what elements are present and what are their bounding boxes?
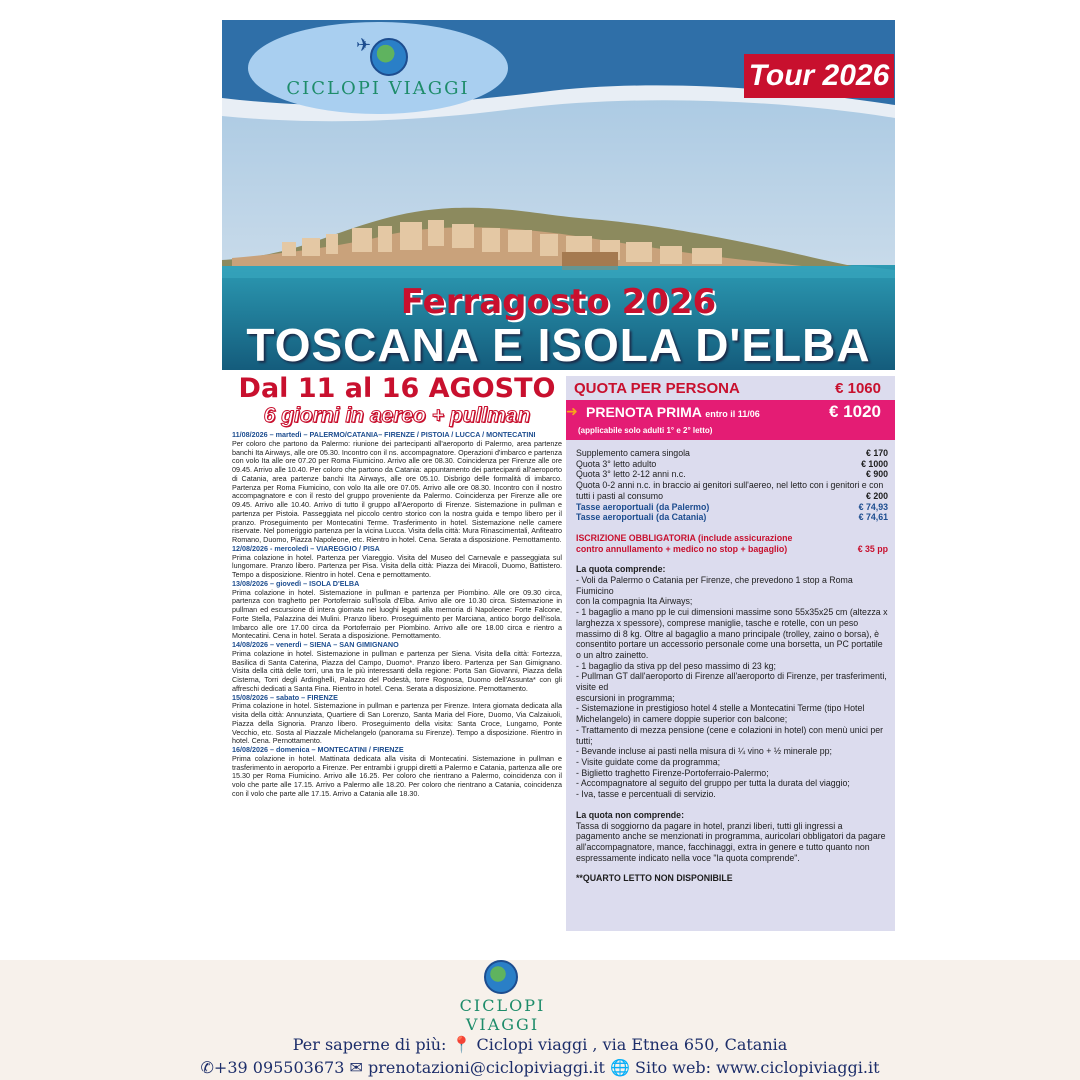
day-heading: 12/08/2026 - mercoledì – VIAREGGIO / PISA <box>232 543 380 553</box>
itinerary-day <box>232 641 562 694</box>
footer-brand-name: CICLOPI VIAGGI <box>459 996 546 1034</box>
includes-item: - Voli da Palermo o Catania per Firenze, che prevedono 1 stop a Roma Fiumicino <box>576 575 853 596</box>
footer-address-line <box>0 1035 1080 1054</box>
includes-item: - Visite guidate come da programma; <box>576 756 721 767</box>
footer-info-prefix: Per saperne di più: <box>292 1035 447 1054</box>
includes-item: - Iva, tasse e percentuali di servizio. <box>576 789 716 800</box>
infant-row: Quota 0-2 anni n.c. in braccio ai genitori sull'aereo, nel letto con i genitori e con tutti i pasti al consumo € 200 <box>576 480 888 501</box>
tour-year-badge: Tour 2026 <box>744 54 894 98</box>
supplement-row: Quota 3° letto 2-12 anni n.c. € 900 <box>576 469 888 480</box>
includes-item: - Accompagnatore al seguito del gruppo per tutta la durata del viaggio; <box>576 778 850 789</box>
footer-phone[interactable]: +39 095503673 <box>213 1058 345 1077</box>
itinerary-day <box>232 746 562 799</box>
day-description: Prima colazione in hotel. Partenza per Viareggio. Visita del Museo del Carnevale e passeggiata sul lungomare. Pranzo libero. Partenza per Pisa. Visita della città: Piazza dei Miracoli, Duomo, Battistero. Tempo a disposizione. Rientro in hotel. Cena e pernottamento. <box>232 552 562 579</box>
early-booking-deadline: entro il 11/06 <box>705 409 760 419</box>
email-icon: ✉ <box>349 1058 363 1077</box>
day-heading: 11/08/2026 – martedì – PALERMO/CATANIA– FIRENZE / PISTOIA / LUCCA / MONTECATINI <box>232 430 536 439</box>
web-globe-icon: 🌐 <box>610 1058 630 1077</box>
excludes-title: La quota non comprende: <box>576 809 685 820</box>
day-heading: 16/08/2026 – domenica – MONTECATINI / FIRENZE <box>232 745 404 754</box>
itinerary-day <box>232 545 562 580</box>
footer-website[interactable]: Sito web: www.ciclopiviaggi.it <box>635 1058 880 1077</box>
includes-item: - Trattamento di mezza pensione (cene e colazioni in hotel) con menù unici per tutti; <box>576 724 884 746</box>
footer-email[interactable]: prenotazioni@ciclopiviaggi.it <box>367 1058 605 1077</box>
fourth-bed-note: **QUARTO LETTO NON DISPONIBILE <box>576 873 733 884</box>
registration-title: ISCRIZIONE OBBLIGATORIA (include assicurazione <box>576 532 793 543</box>
phone-icon: ✆ <box>200 1058 214 1077</box>
includes-item: escursioni in programma; <box>576 692 675 703</box>
includes-item: - Sistemazione in prestigioso hotel 4 stelle a Montecatini Terme (tipo Hotel Michelangelo) in camere doppie superior con balcone; <box>576 703 865 725</box>
day-description: Prima colazione in hotel. Sistemazione in pullman e partenza per Siena. Visita della città: Fortezza, Basilica di Santa Caterina, Piazza del Campo, Duomo*. Pranzo libero. Partenza per San Gimignano. Visita della città delle torri, una tra le più interessanti della regione: Porta San Giovanni, Piazza della Cisterna, Torri degli Ardinghelli, Palazzo del Podestà, torre Rognosa, Duomo dell'Assunta* con gli affreschi dedicati a Santa Fina. Rientro in hotel. Cena. Serata a disposizione. Pernottamento. <box>232 648 562 693</box>
pricing-panel <box>566 376 895 931</box>
tour-flyer <box>222 20 895 931</box>
tax-row: Tasse aeroportuali (da Palermo) € 74,93 <box>576 501 888 512</box>
quota-label: QUOTA PER PERSONA <box>574 380 740 397</box>
includes-item: - Pullman GT dall'aeroporto di Firenze all'aeroporto di Firenze, per trasferimenti, visite ed <box>576 671 887 693</box>
pricing-details <box>576 448 888 884</box>
early-booking-banner <box>566 400 895 440</box>
brand-name: CICLOPI VIAGGI <box>286 78 470 99</box>
tax-row: Tasse aeroportuali (da Catania) € 74,61 <box>576 512 888 523</box>
early-booking-price: € 1020 <box>829 402 881 421</box>
includes-item: - 1 bagaglio a mano pp le cui dimensioni massime sono 55x35x25 cm (altezza x larghezza x spessore), comprese maniglie, tasche e rotelle, con un peso massimo di 8 kg. Oltre al bagaglio a mano principale (trolley, zaino o borsa), è consentito portare un accessorio personale come una borsetta, un PC portatile o un altro zainetto. <box>576 607 888 660</box>
globe-icon <box>370 38 408 76</box>
early-booking-label: PRENOTA PRIMA entro il 11/06 <box>586 404 760 420</box>
arrow-right-icon: ➜ <box>566 403 578 419</box>
day-heading: 13/08/2026 – giovedì – ISOLA D'ELBA <box>232 578 360 588</box>
includes-title: La quota comprende: <box>576 564 666 575</box>
itinerary-day <box>232 694 562 747</box>
page-title: TOSCANA E ISOLA D'ELBA <box>246 319 871 370</box>
headline: Ferragosto 2026 <box>400 282 717 322</box>
footer-contact-line <box>0 1058 1080 1077</box>
day-description: Prima colazione in hotel. Sistemazione in pullman e partenza per Firenze. Intera giornata dedicata alla visita della città: Annunziata, Quartiere di San Lorenzo, Santa Maria del Fiore, Duomo, Via Calzaiuoli, Piazza della Signoria. Pranzo libero. Proseguimento della visita: Santa Croce, Lungarno, Ponte Vecchio, etc. Sosta al Piazzale Michelangelo (panorama su Firenze). Tempo a disposizione. Rientro in hotel. Cena. Pernottamento. <box>232 701 562 746</box>
quota-row <box>566 376 895 400</box>
includes-item: - Biglietto traghetto Firenze-Portoferraio-Palermo; <box>576 767 769 778</box>
includes-item: con la compagnia Ita Airways; <box>576 596 693 607</box>
day-description: Prima colazione in hotel. Mattinata dedicata alla visita di Montecatini. Sistemazione in pullman e trasferimento in aeroporto a Firenze. Per entrambi i gruppi diretti a Palermo e Catania, partenza alle ore 15.30 per Roma Fiumicino. Arrivo alle 16.25. Per coloro che rientrano a Palermo, coincidenza con il volo che parte alle 17.15. Arrivo a Palermo alle 18.20. Per coloro che rientrano a Catania, coincidenza con il volo che parte alle 17.15. Arrivo a Catania alle 18.30. <box>232 753 562 798</box>
footer-address: Ciclopi viaggi , via Etnea 650, Catania <box>476 1035 788 1054</box>
footer-logo <box>420 958 585 1034</box>
itinerary-column <box>232 374 562 799</box>
includes-item: - Bevande incluse ai pasti nella misura di ¼ vino + ½ minerale pp; <box>576 746 832 757</box>
travel-dates: Dal 11 al 16 AGOSTO <box>238 373 556 404</box>
quota-price: € 1060 <box>835 380 881 397</box>
includes-item: - 1 bagaglio da stiva pp del peso massimo di 23 kg; <box>576 660 777 671</box>
globe-icon <box>484 960 518 994</box>
itinerary-day <box>232 580 562 641</box>
supplement-row: Supplemento camera singola € 170 <box>576 448 888 458</box>
day-heading: 15/08/2026 – sabato – FIRENZE <box>232 692 338 702</box>
airplane-icon: ✈ <box>356 35 372 55</box>
registration-row: contro annullamento + medico no stop + bagaglio) € 35 pp <box>576 543 888 554</box>
day-description: Per coloro che partono da Palermo: riunione dei partecipanti all'aeroporto di Palermo, area partenze banchi Ita Airways, alle ore 05.30. Incontro con il ns. accompagnatore. Operazioni d'imbarco e partenza con volo Ita alle ore 07.20 per Roma Fiumicino. Arrivo alle ore 08.30. Coincidenza per Firenze alle ore 09.45. Arrivo alle 10.40. Per coloro che partono da Catania: appuntamento dei partecipanti all'aeroporto di Catania, area partenze banchi Ita Airways, alle ore 05.10. Disbrigo delle formalità di imbarco. Partenza per Roma Fiumicino, con volo Ita alle ore 07.05. Arrivo alle ore 08.30. Incontro con il nostro accompagnatore e con il resto del gruppo proveniente da Palermo. Coincidenza per Firenze alle ore 09.45. Arrivo alle 10.40. Arrivo di tutto il gruppo all'Aeroporto di Firenze. Sistemazione in pullman e partenza per Pistoia. Passeggiata nel piccolo centro storico con la nostra guida e tempo libero per il pranzo. Proseguimento per Montecatini Terme. Trasferimento in hotel. Sistemazione nelle camere riservate. Nel pomeriggio partenza per la vicina Lucca. Visita della città: Mura Rinascimentali, Anfiteatro Romano, Duomo, Piazza Napoleone, etc. Rientro in hotel. Cena. Serata a disposizione. Pernottamento. <box>232 438 562 544</box>
day-heading: 14/08/2026 – venerdì – SIENA – SAN GIMIGNANO <box>232 640 399 649</box>
itinerary-day <box>232 431 562 545</box>
location-pin-icon: 📍 <box>451 1035 472 1054</box>
day-description: Prima colazione in hotel. Sistemazione in pullman e partenza per Piombino. Alle ore 09.30 circa, partenza con traghetto per Portoferraio sull'isola d'Elba. Arrivo alle ore 10.30 circa. Sistemazione in pullman ed escursione di intera giornata nei luoghi legati alla memoria di Napoleone: Forte Falcone, Forte Stella, Palazzina dei Mulini. Pranzo libero. Proseguimento per Marciana, antico borgo dell'isola. Imbarco alle ore 17.00 circa da Portoferraio per Piombino. Arrivo alle ore 18.00 circa e rientro a Montecatini. Cena in hotel. Serata a disposizione. Pernottamento. <box>232 587 562 641</box>
excludes-text: Tassa di soggiorno da pagare in hotel, pranzi liberi, tutti gli ingressi a pagamento anche se menzionati in programma, auricolari obbligatori da pagare all'accompagnatore, mance, facchinaggi, extra in genere e tutto quanto non espressamente indicato nella voce "la quota comprende". <box>576 820 886 863</box>
travel-subtitle: 6 giorni in aereo + pullman <box>263 404 531 427</box>
hero-banner <box>222 20 895 370</box>
early-booking-note: (applicabile solo adulti 1° e 2° letto) <box>578 426 713 435</box>
supplement-row: Quota 3° letto adulto € 1000 <box>576 458 888 469</box>
